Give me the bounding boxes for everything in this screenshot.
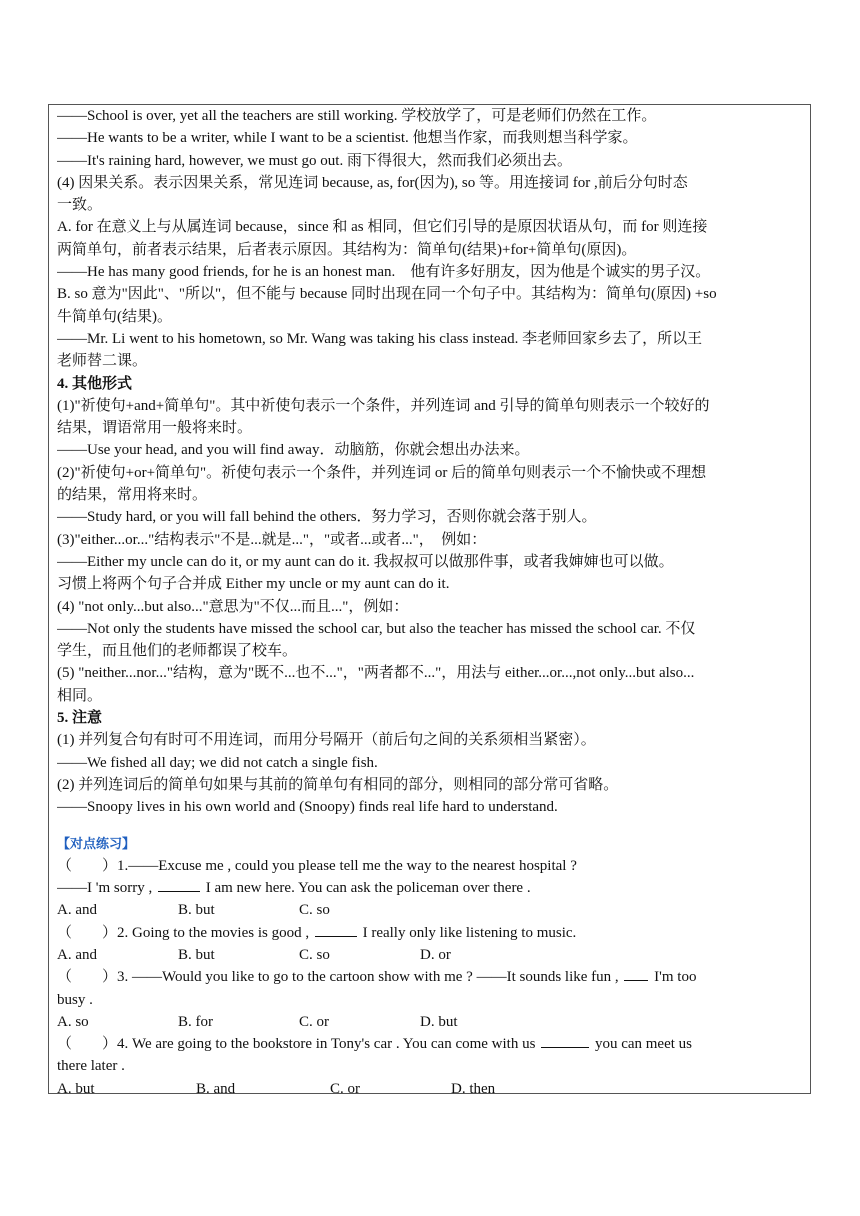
question-2 [57, 922, 805, 944]
answer-blank[interactable] [541, 1033, 589, 1048]
question-text: （ ）3. ——Would you like to go to the cartoon show with me ? ——It sounds like fun , [57, 969, 619, 986]
question-3-continued: busy . [57, 991, 93, 1008]
option-b[interactable]: B. for [178, 1013, 213, 1030]
option-c[interactable]: C. so [299, 946, 330, 963]
option-a[interactable]: A. but [57, 1080, 95, 1097]
option-c[interactable]: C. so [299, 902, 330, 919]
answer-blank[interactable] [158, 877, 200, 892]
text-line: (1)"祈使句+and+简单句"。其中祈使句表示一个条件，并列连词 and 引导的简单句则表示一个较好的 [57, 397, 710, 414]
question-text: ——I 'm sorry , [57, 880, 153, 897]
text-line: 结果，谓语常用一般将来时。 [57, 420, 253, 437]
text-line: (3)"either...or..."结构表示"不是...就是..."，"或者...或者..."， 例如： [57, 531, 487, 548]
option-c[interactable]: C. or [330, 1080, 360, 1097]
question-text: I really only like listening to music. [362, 924, 577, 941]
option-a[interactable]: A. so [57, 1013, 89, 1030]
answer-blank[interactable] [315, 922, 357, 937]
question-3 [57, 966, 805, 988]
text-line: 学生，而且他们的老师都误了校车。 [57, 643, 298, 660]
question-text: I'm too [654, 969, 697, 986]
text-line: ——Either my uncle can do it, or my aunt can do it. 我叔叔可以做那件事，或者我婶婶也可以做。 [57, 553, 674, 570]
text-line: 的结果，常用将来时。 [57, 487, 208, 504]
question-text: I am new here. You can ask the policeman over there . [205, 880, 531, 897]
option-a[interactable]: A. and [57, 946, 97, 963]
text-line: 一致。 [57, 197, 103, 214]
option-d[interactable]: D. but [420, 1013, 458, 1030]
question-text: （ ）4. We are going to the bookstore in Tony's car . You can come with us [57, 1036, 536, 1053]
question-1-options [57, 899, 805, 921]
option-c[interactable]: C. or [299, 1013, 329, 1030]
answer-blank[interactable] [624, 966, 648, 981]
option-b[interactable]: B. but [178, 902, 215, 919]
text-line: (2) 并列连词后的简单句如果与其前的简单句有相同的部分，则相同的部分常可省略。 [57, 776, 619, 793]
text-line: ——Not only the students have missed the school car, but also the teacher has missed the school car. 不仅 [57, 620, 696, 637]
practice-heading: 【对点练习】 [57, 835, 136, 851]
question-1-line-2 [57, 877, 805, 899]
text-line: 相同。 [57, 687, 103, 704]
text-line: 牛简单句(结果)。 [57, 308, 172, 325]
question-2-options [57, 944, 805, 966]
question-4-options [57, 1078, 805, 1100]
text-line: ——Study hard, or you will fall behind the others．努力学习，否则你就会落于别人。 [57, 509, 597, 526]
text-line: (2)"祈使句+or+简单句"。祈使句表示一个条件，并列连词 or 后的简单句则表示一个不愉快或不理想 [57, 464, 707, 481]
text-line: (5) "neither...nor..."结构，意为"既不...也不..."，"两者都不..."，用法与 either...or...,not only...but also... [57, 665, 695, 682]
question-4-continued: there later . [57, 1058, 125, 1075]
text-line: ——Mr. Li went to his hometown, so Mr. Wang was taking his class instead. 李老师回家乡去了，所以王 [57, 330, 703, 347]
text-line: ——It's raining hard, however, we must go out. 雨下得很大，然而我们必须出去。 [57, 152, 572, 169]
section-heading-notes: 5. 注意 [57, 710, 103, 727]
option-a[interactable]: A. and [57, 902, 97, 919]
question-text: （ ）2. Going to the movies is good , [57, 924, 310, 941]
question-4 [57, 1033, 805, 1055]
text-line [57, 172, 805, 194]
section-heading-other-forms: 4. 其他形式 [57, 375, 133, 392]
text-line: 两简单句，前者表示结果，后者表示原因。其结构为：简单句(结果)+for+简单句(原因)。 [57, 241, 637, 258]
section-heading-causal: (4) 因果关系。表示因果关系，常见连词 because, as, for(因为), so 等。用连接词 for ,前后分句时态 [57, 174, 688, 191]
question-3-options [57, 1011, 805, 1033]
text-line: ——School is over, yet all the teachers are still working. 学校放学了，可是老师们仍然在工作。 [57, 108, 657, 124]
option-d[interactable]: D. then [451, 1080, 496, 1097]
text-line: A. for 在意义上与从属连词 because，since 和 as 相同，但它们引导的是原因状语从句，而 for 则连接 [57, 219, 708, 236]
text-line: B. so 意为"因此"、"所以"，但不能与 because 同时出现在同一个句子中。其结构为：简单句(原因) +so [57, 286, 717, 303]
text-line: ——He wants to be a writer, while I want to be a scientist. 他想当作家，而我则想当科学家。 [57, 130, 638, 147]
text-line: ——We fished all day; we did not catch a single fish. [57, 754, 378, 771]
question-text: you can meet us [594, 1036, 692, 1053]
grammar-notes [57, 105, 805, 1100]
text-line: ——Snoopy lives in his own world and (Snoopy) finds real life hard to understand. [57, 799, 558, 816]
text-line: 老师替二课。 [57, 353, 148, 370]
text-line: ——Use your head, and you will find away．动脑筋，你就会想出办法来。 [57, 442, 530, 459]
text-line: 习惯上将两个句子合并成 Either my uncle or my aunt can do it. [57, 576, 450, 593]
option-b[interactable]: B. and [196, 1080, 236, 1097]
text-line: ——He has many good friends, for he is an honest man. 他有许多好朋友，因为他是个诚实的男子汉。 [57, 264, 711, 281]
content-frame [48, 104, 811, 1097]
option-d[interactable]: D. or [420, 946, 451, 963]
text-line: (1) 并列复合句有时可不用连词，而用分号隔开（前后句之间的关系须相当紧密）。 [57, 732, 596, 749]
question-1: （ ）1.——Excuse me , could you please tell me the way to the nearest hospital ? [57, 857, 577, 874]
text-line: (4) "not only...but also..."意思为"不仅...而且..."，例如： [57, 598, 409, 615]
option-b[interactable]: B. but [178, 946, 215, 963]
